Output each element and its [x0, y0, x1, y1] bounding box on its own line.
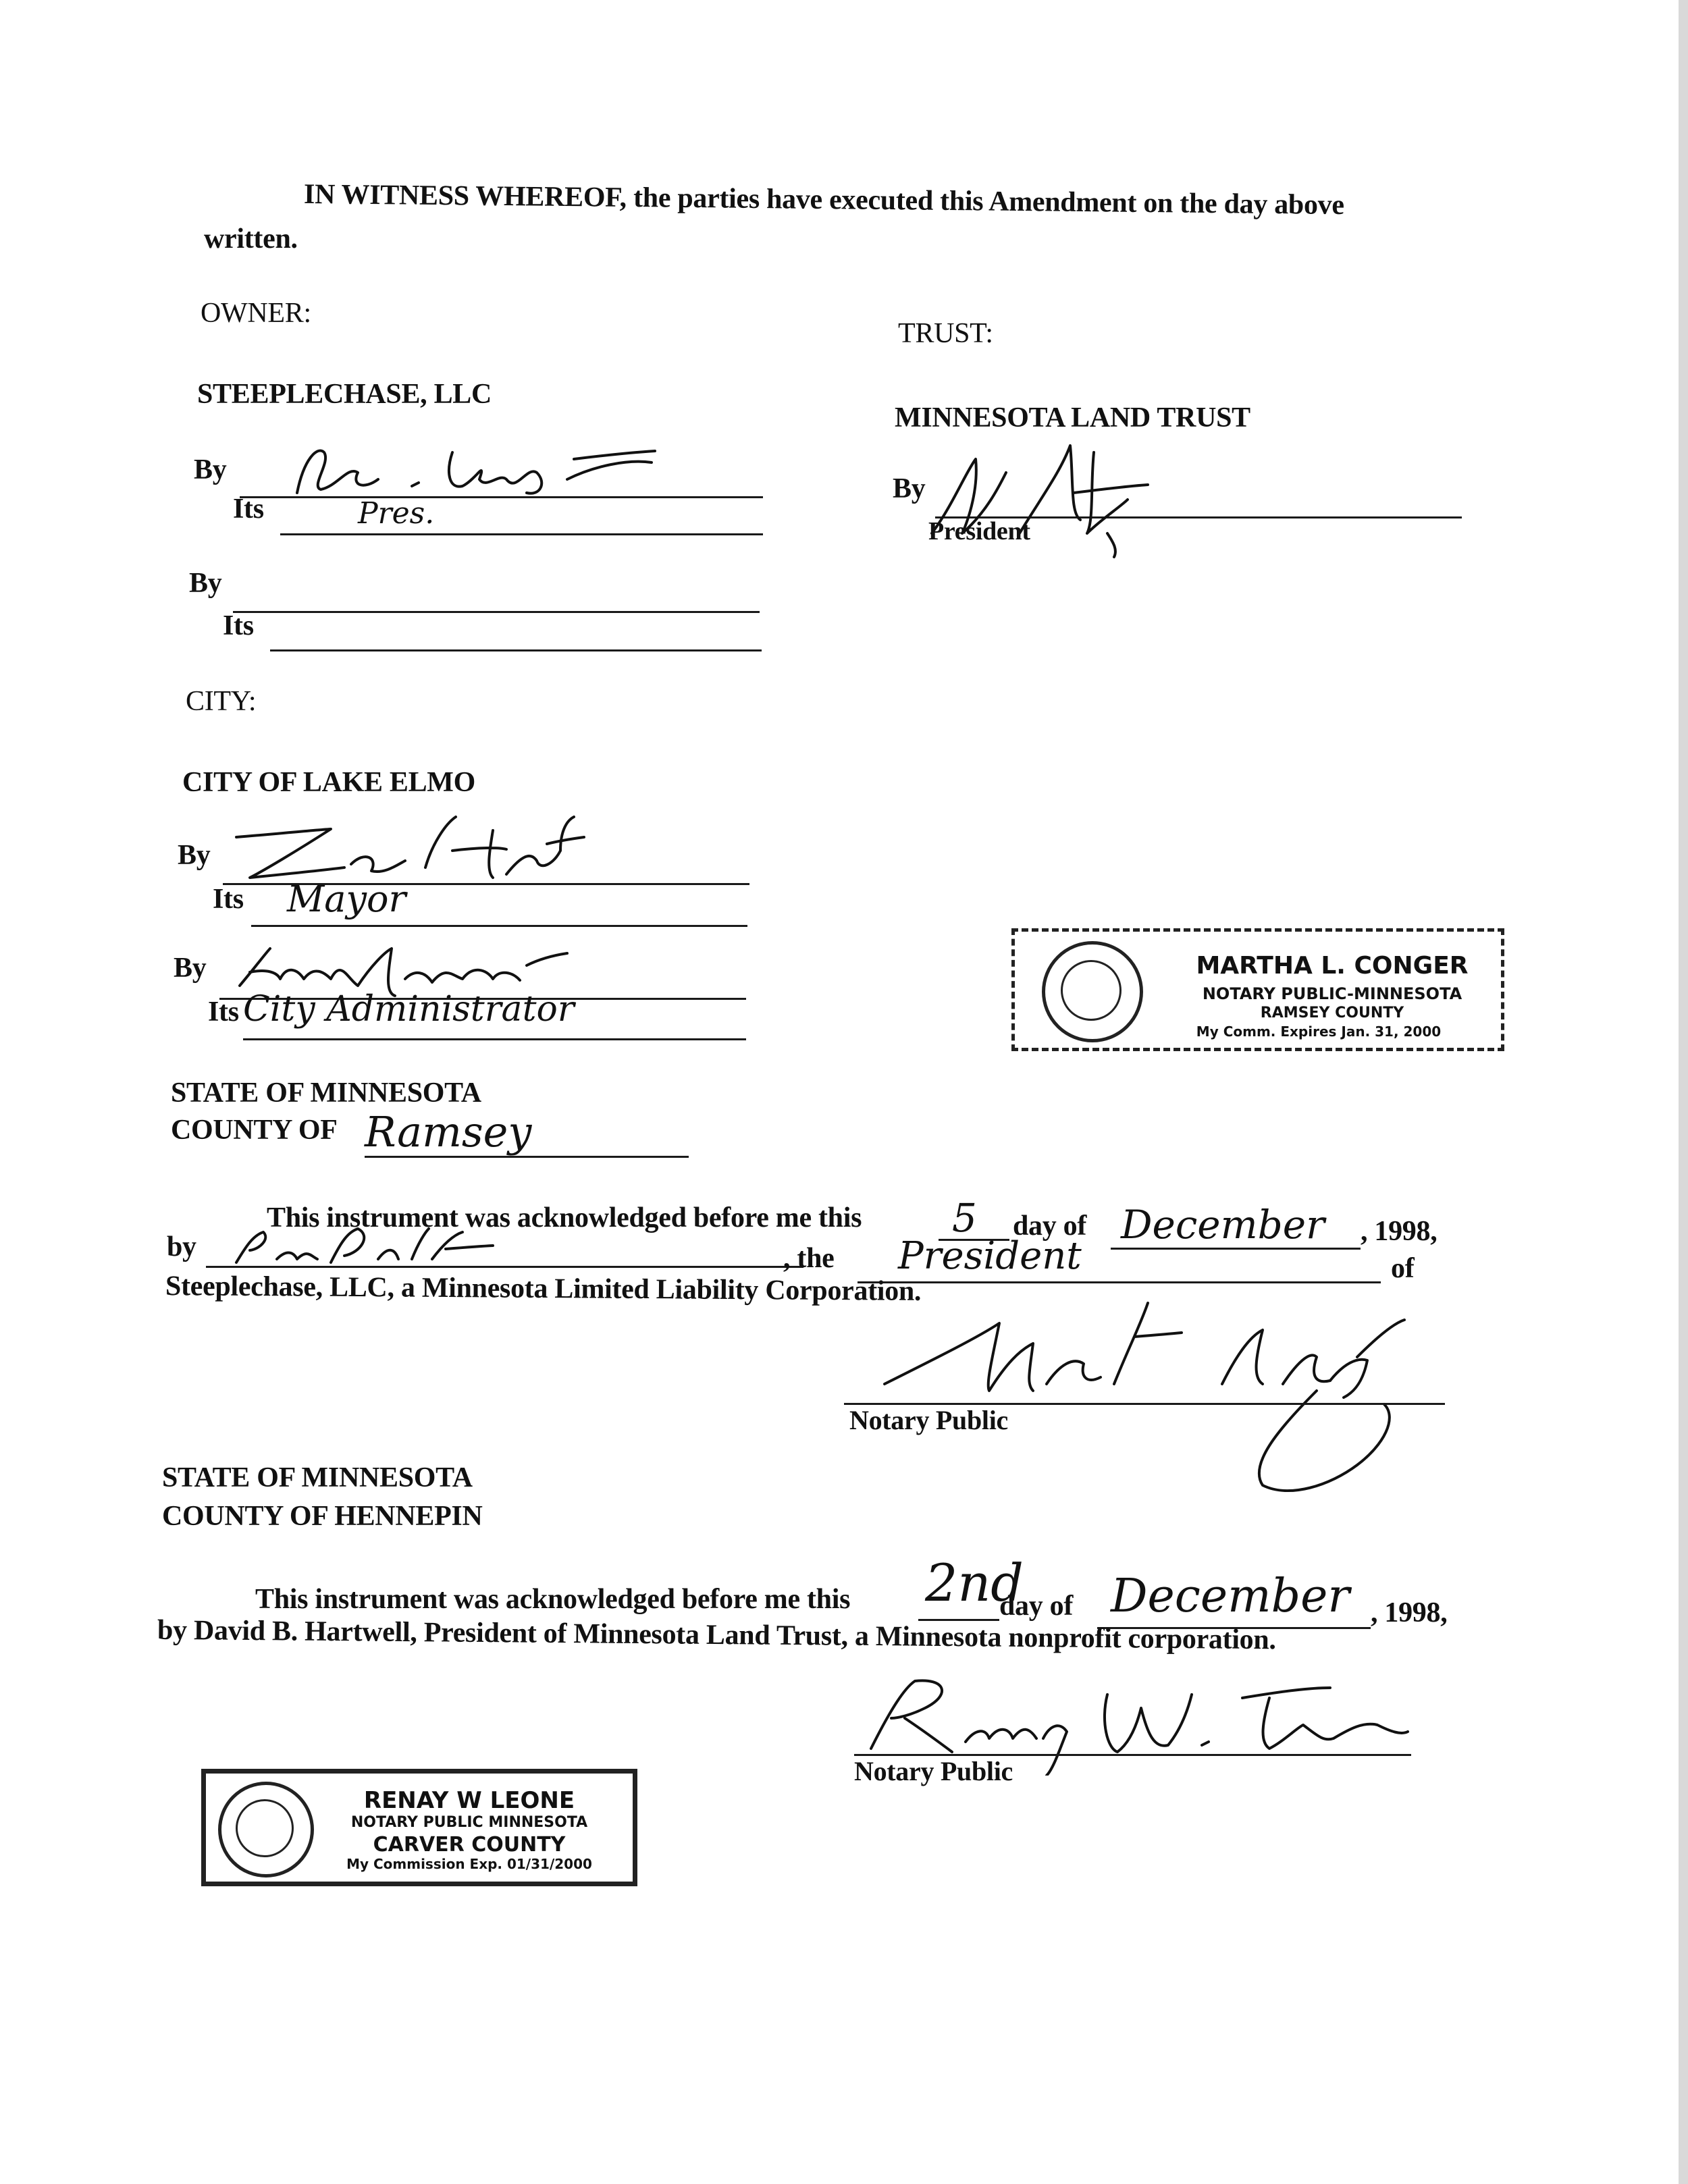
- city-its-1-line: [251, 925, 747, 927]
- ack1-month-line: [1111, 1248, 1361, 1250]
- stamp2-line-3: CARVER COUNTY: [373, 1833, 566, 1857]
- notary-stamp-conger: [1011, 928, 1504, 1051]
- city-its-1-value: Mayor: [287, 878, 406, 920]
- stamp2-name: RENAY W LEONE: [363, 1787, 575, 1814]
- trust-entity: MINNESOTA LAND TRUST: [895, 402, 1250, 433]
- owner-by-1-label: By: [194, 454, 227, 485]
- city-by-2-label: By: [174, 953, 207, 984]
- city-mayor-signature: [223, 810, 587, 884]
- ack2-month: December: [1111, 1570, 1350, 1623]
- city-entity: CITY OF LAKE ELMO: [182, 767, 475, 798]
- stamp1-line-4: My Comm. Expires Jan. 31, 2000: [1196, 1023, 1442, 1040]
- stamp1-name: MARTHA L. CONGER: [1196, 952, 1469, 980]
- ack2-state: STATE OF MINNESOTA: [162, 1462, 473, 1493]
- stamp2-line-4: My Commission Exp. 01/31/2000: [346, 1856, 592, 1872]
- city-its-2-value: City Administrator: [243, 989, 575, 1030]
- ack1-day: 5: [952, 1195, 977, 1241]
- ack1-signer-signature: [230, 1222, 500, 1269]
- ack1-state: STATE OF MINNESOTA: [171, 1077, 481, 1109]
- owner-by-2-line: [233, 611, 760, 613]
- trust-title: President: [928, 517, 1030, 545]
- notary-seal-inner-icon: [236, 1799, 294, 1857]
- ack1-role: President: [898, 1234, 1082, 1278]
- owner-by-2-label: By: [189, 568, 222, 599]
- ack2-text-start: This instrument was acknowledged before me this: [255, 1584, 851, 1615]
- ack2-day-of: day of: [999, 1591, 1074, 1622]
- city-administrator-signature: [230, 938, 581, 999]
- owner-heading: OWNER:: [201, 298, 311, 329]
- witness-line-2: written.: [204, 223, 298, 255]
- ack1-the: , the: [783, 1243, 835, 1274]
- ack1-text-start: This instrument was acknowledged before me this: [267, 1202, 862, 1233]
- owner-its-1-value: Pres.: [358, 496, 435, 531]
- ack1-of: of: [1391, 1253, 1415, 1284]
- city-by-1-label: By: [178, 840, 211, 871]
- owner-its-2-label: Its: [223, 610, 254, 641]
- ack2-line-2: by David B. Hartwell, President of Minnesota Land Trust, a Minnesota nonprofit corporation.: [157, 1614, 1276, 1656]
- trust-heading: TRUST:: [898, 318, 993, 349]
- scan-edge-shadow: [1679, 0, 1688, 2184]
- city-its-1-label: Its: [213, 884, 244, 915]
- ack2-county: COUNTY OF HENNEPIN: [162, 1501, 483, 1532]
- ack2-year: , 1998,: [1371, 1597, 1448, 1628]
- stamp2-line-2: NOTARY PUBLIC MINNESOTA: [350, 1814, 588, 1831]
- ack1-day-of: day of: [1013, 1210, 1087, 1242]
- notary-seal-inner-icon: [1061, 960, 1122, 1021]
- stamp1-line-3: RAMSEY COUNTY: [1260, 1005, 1404, 1021]
- owner-entity: STEEPLECHASE, LLC: [197, 379, 492, 410]
- ack2-notary-label: Notary Public: [854, 1756, 1013, 1786]
- city-heading: CITY:: [186, 686, 257, 717]
- trust-signature: [925, 432, 1155, 567]
- trust-by-label: By: [893, 473, 926, 504]
- owner-its-1-label: Its: [233, 494, 264, 525]
- ack1-county-value: Ramsey: [365, 1107, 532, 1156]
- ack2-day: 2nd: [925, 1553, 1024, 1613]
- city-its-2-label: Its: [208, 996, 239, 1028]
- ack1-by: by: [167, 1231, 196, 1262]
- ack1-notary-signature: [844, 1283, 1425, 1506]
- ack1-county-label: COUNTY OF: [171, 1115, 338, 1146]
- ack1-year: , 1998,: [1361, 1216, 1438, 1247]
- owner-its-1-line: [280, 533, 763, 535]
- witness-line-1: IN WITNESS WHEREOF, the parties have executed this Amendment on the day above: [303, 178, 1344, 221]
- stamp1-line-2: NOTARY PUBLIC-MINNESOTA: [1202, 984, 1462, 1003]
- city-its-2-line: [243, 1038, 746, 1040]
- ack1-notary-label: Notary Public: [849, 1405, 1008, 1435]
- owner-its-2-line: [270, 649, 762, 651]
- owner-signature: [284, 432, 662, 506]
- ack1-line-3: Steeplechase, LLC, a Minnesota Limited Liability Corporation.: [165, 1271, 922, 1307]
- notary-stamp-leone: [201, 1769, 637, 1886]
- ack1-month: December: [1121, 1202, 1325, 1248]
